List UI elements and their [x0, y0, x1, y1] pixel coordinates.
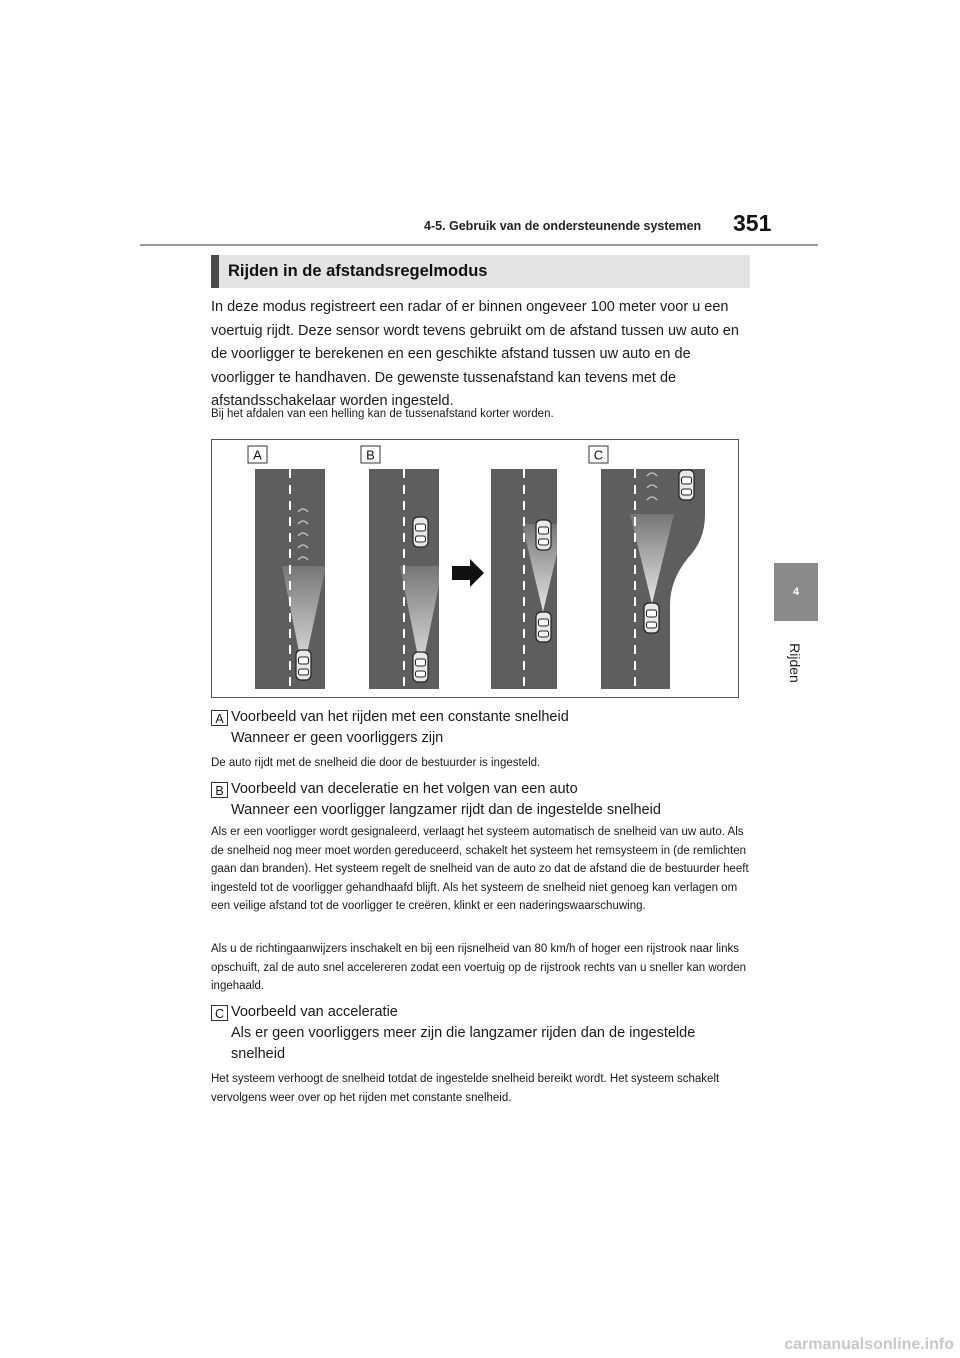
- legend-subtitle: Wanneer een voorligger langzamer rijdt dan de ingestelde snelheid: [231, 802, 661, 818]
- watermark: carmanualsonline.info: [784, 1336, 954, 1353]
- car-icon: [679, 470, 694, 500]
- page-number: 351: [733, 210, 772, 236]
- arrow-right-icon: [452, 559, 484, 587]
- label-b: B: [366, 447, 375, 463]
- distance-control-diagram: [211, 439, 739, 698]
- label-a: A: [253, 447, 262, 463]
- car-icon: [536, 612, 551, 642]
- header-rule: [140, 244, 818, 246]
- car-icon: [536, 520, 551, 550]
- car-icon: [413, 652, 428, 682]
- label-box-c: [589, 446, 608, 463]
- legend-subtitle: Wanneer er geen voorliggers zijn: [231, 730, 444, 746]
- chapter-tab[interactable]: 4: [774, 563, 818, 621]
- road-a: [255, 469, 326, 689]
- note-a: De auto rijdt met de snelheid die door de bestuurder is ingesteld.: [211, 757, 541, 769]
- note-c: Het systeem verhoogt de snelheid totdat de ingestelde snelheid bereikt wordt. Het systeem schakelt vervolgens weer over op het rijden met constante snelheid.: [211, 1073, 720, 1104]
- label-c: C: [593, 447, 604, 463]
- legend-letter: B: [211, 782, 228, 798]
- label-box-b: [361, 446, 380, 463]
- descent-note: Bij het afdalen van een helling kan de tussenafstand korter worden.: [211, 408, 554, 420]
- legend-title: Voorbeeld van het rijden met een constante snelheid: [231, 709, 569, 725]
- legend-letter: C: [211, 1005, 228, 1021]
- car-icon: [413, 517, 428, 547]
- car-icon: [644, 603, 659, 633]
- car-icon: [296, 650, 311, 680]
- legend-letter: A: [211, 710, 228, 726]
- road-c-left: [491, 469, 564, 689]
- label-box-a: [248, 446, 267, 463]
- note-b2: Als u de richtingaanwijzers inschakelt en bij een rijsnelheid van 80 km/h of hoger een rijstrook naar links opschuift, zal de auto snel accelereren zodat een voertuig op de rijstrook rechts van u sneller kan worden ingehaald.: [211, 943, 747, 993]
- note-b: Als er een voorligger wordt gesignaleerd, verlaagt het systeem automatisch de snelheid van uw auto. Als de snelheid nog meer moet worden gereduceerd, schakelt het systeem het remsysteem in (de remlichten gaan dan branden). Het systeem regelt de snelheid van de auto zo dat de afstand die de bestuurder heeft ingesteld tot de voorligger gehandhaafd blijft. Als het systeem de snelheid niet genoeg kan verlagen om een veilige afstand tot de voorligger te creëren, klinkt er een naderingswaarschuwing.: [211, 826, 749, 913]
- section-heading: Rijden in de afstandsregelmodus: [211, 255, 750, 288]
- intro-paragraph: In deze modus registreert een radar of er binnen ongeveer 100 meter voor u een voertuig rijdt. Deze sensor wordt tevens gebruikt om de afstand tussen uw auto en de voorligger te berekenen en een geschikte afstand tussen uw auto en de voorligger te handhaven. De gewenste tussenafstand kan tevens met de afstandsschakelaar worden ingesteld.: [211, 299, 739, 409]
- road-b: [369, 469, 443, 689]
- legend-title: Voorbeeld van acceleratie: [231, 1004, 398, 1020]
- legend-subtitle: Als er geen voorliggers meer zijn die langzamer rijden dan de ingestelde snelheid: [231, 1025, 696, 1062]
- section-title: 4-5. Gebruik van de ondersteunende systemen: [424, 219, 702, 233]
- legend-title: Voorbeeld van deceleratie en het volgen van een auto: [231, 781, 578, 797]
- chapter-label: Rijden: [787, 643, 803, 683]
- road-d: [601, 469, 705, 689]
- diagram-svg: [212, 440, 738, 697]
